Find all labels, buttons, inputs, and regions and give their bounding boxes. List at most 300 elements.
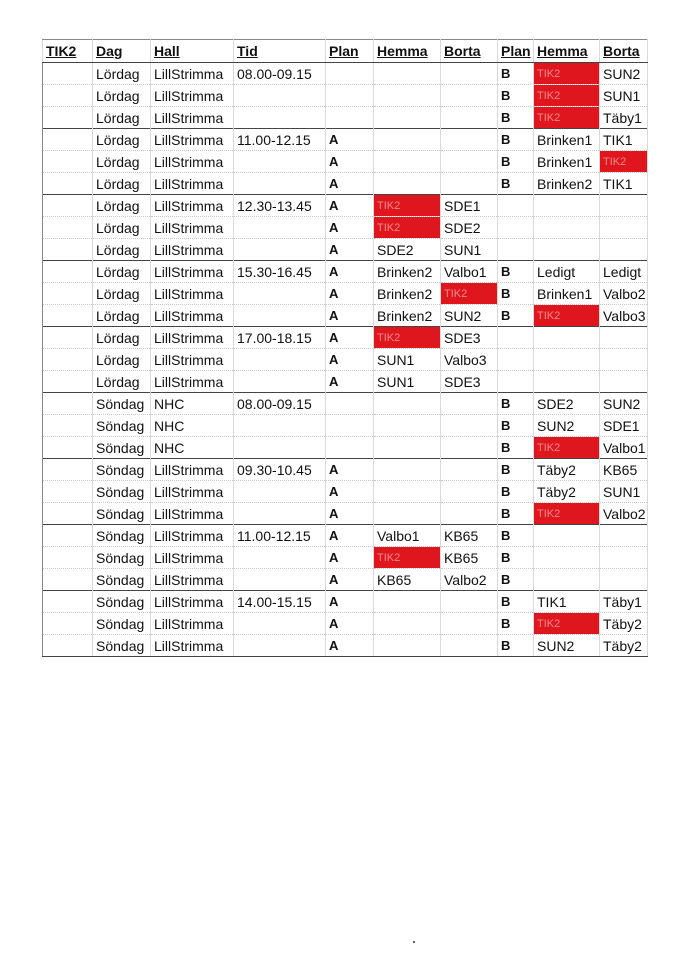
dag-cell: Lördag bbox=[93, 63, 151, 85]
borta-a-cell: SDE3 bbox=[441, 327, 498, 349]
team-cell bbox=[43, 547, 93, 569]
borta-b-cell: SUN2 bbox=[600, 393, 648, 415]
team-cell bbox=[43, 569, 93, 591]
dag-cell: Lördag bbox=[93, 107, 151, 129]
header-dag: Dag bbox=[93, 40, 151, 63]
team-cell bbox=[43, 503, 93, 525]
plan-b-cell: B bbox=[498, 569, 534, 591]
header-borta-a: Borta bbox=[441, 40, 498, 63]
plan-b-cell bbox=[498, 217, 534, 239]
team-cell bbox=[43, 393, 93, 415]
schedule-body bbox=[43, 63, 648, 657]
table-row bbox=[43, 63, 648, 85]
header-hall: Hall bbox=[151, 40, 234, 63]
tid-cell bbox=[234, 569, 326, 591]
dag-cell: Söndag bbox=[93, 503, 151, 525]
borta-b-cell: Täby2 bbox=[600, 613, 648, 635]
hemma-a-cell: TIK2 bbox=[374, 217, 441, 239]
borta-b-cell: Valbo3 bbox=[600, 305, 648, 327]
borta-b-cell bbox=[600, 349, 648, 371]
hall-cell: LillStrimma bbox=[151, 459, 234, 481]
team-cell bbox=[43, 481, 93, 503]
hall-cell: LillStrimma bbox=[151, 151, 234, 173]
table-row bbox=[43, 129, 648, 151]
hemma-b-cell: TIK2 bbox=[534, 613, 600, 635]
plan-a-cell bbox=[326, 63, 374, 85]
borta-b-cell: Valbo2 bbox=[600, 503, 648, 525]
borta-a-cell bbox=[441, 591, 498, 613]
tid-cell bbox=[234, 437, 326, 459]
plan-a-cell: A bbox=[326, 481, 374, 503]
hall-cell: LillStrimma bbox=[151, 525, 234, 547]
plan-b-cell: B bbox=[498, 151, 534, 173]
hemma-b-cell: SUN2 bbox=[534, 415, 600, 437]
hemma-a-cell: TIK2 bbox=[374, 195, 441, 217]
borta-a-cell bbox=[441, 63, 498, 85]
plan-b-cell: B bbox=[498, 591, 534, 613]
table-row bbox=[43, 525, 648, 547]
hemma-b-cell: TIK2 bbox=[534, 63, 600, 85]
borta-a-cell bbox=[441, 503, 498, 525]
header-hemma-b: Hemma bbox=[534, 40, 600, 63]
borta-b-cell: TIK1 bbox=[600, 129, 648, 151]
hall-cell: LillStrimma bbox=[151, 217, 234, 239]
tid-cell bbox=[234, 239, 326, 261]
dag-cell: Lördag bbox=[93, 173, 151, 195]
plan-a-cell: A bbox=[326, 525, 374, 547]
table-row bbox=[43, 569, 648, 591]
team-cell bbox=[43, 151, 93, 173]
hall-cell: LillStrimma bbox=[151, 503, 234, 525]
tid-cell bbox=[234, 283, 326, 305]
table-row bbox=[43, 107, 648, 129]
table-row bbox=[43, 85, 648, 107]
table-row bbox=[43, 283, 648, 305]
dag-cell: Söndag bbox=[93, 437, 151, 459]
hall-cell: LillStrimma bbox=[151, 63, 234, 85]
hall-cell: LillStrimma bbox=[151, 195, 234, 217]
tid-cell bbox=[234, 371, 326, 393]
plan-a-cell bbox=[326, 437, 374, 459]
tid-cell: 17.00-18.15 bbox=[234, 327, 326, 349]
team-cell bbox=[43, 129, 93, 151]
tid-cell bbox=[234, 305, 326, 327]
borta-a-cell bbox=[441, 107, 498, 129]
hemma-a-cell: KB65 bbox=[374, 569, 441, 591]
header-plan-a: Plan bbox=[326, 40, 374, 63]
tid-cell bbox=[234, 503, 326, 525]
plan-a-cell: A bbox=[326, 503, 374, 525]
hall-cell: LillStrimma bbox=[151, 349, 234, 371]
hemma-b-cell bbox=[534, 525, 600, 547]
plan-a-cell: A bbox=[326, 151, 374, 173]
plan-b-cell: B bbox=[498, 437, 534, 459]
team-cell bbox=[43, 217, 93, 239]
borta-a-cell bbox=[441, 437, 498, 459]
borta-a-cell bbox=[441, 415, 498, 437]
team-cell bbox=[43, 415, 93, 437]
tid-cell bbox=[234, 613, 326, 635]
hemma-a-cell: Brinken2 bbox=[374, 261, 441, 283]
plan-b-cell: B bbox=[498, 547, 534, 569]
hemma-a-cell bbox=[374, 63, 441, 85]
borta-b-cell bbox=[600, 569, 648, 591]
plan-a-cell bbox=[326, 393, 374, 415]
hemma-b-cell: TIK2 bbox=[534, 503, 600, 525]
dag-cell: Lördag bbox=[93, 261, 151, 283]
plan-a-cell bbox=[326, 107, 374, 129]
plan-b-cell: B bbox=[498, 63, 534, 85]
schedule-table bbox=[42, 39, 648, 657]
hall-cell: LillStrimma bbox=[151, 635, 234, 657]
borta-b-cell: Valbo2 bbox=[600, 283, 648, 305]
plan-a-cell: A bbox=[326, 371, 374, 393]
borta-b-cell: KB65 bbox=[600, 459, 648, 481]
team-cell bbox=[43, 239, 93, 261]
hemma-a-cell: TIK2 bbox=[374, 547, 441, 569]
dag-cell: Lördag bbox=[93, 151, 151, 173]
plan-b-cell: B bbox=[498, 305, 534, 327]
hemma-b-cell bbox=[534, 371, 600, 393]
team-cell bbox=[43, 173, 93, 195]
team-cell bbox=[43, 261, 93, 283]
tid-cell: 15.30-16.45 bbox=[234, 261, 326, 283]
hall-cell: LillStrimma bbox=[151, 481, 234, 503]
plan-b-cell: B bbox=[498, 283, 534, 305]
borta-a-cell bbox=[441, 173, 498, 195]
plan-b-cell: B bbox=[498, 613, 534, 635]
hall-cell: LillStrimma bbox=[151, 327, 234, 349]
hemma-b-cell: TIK2 bbox=[534, 305, 600, 327]
tid-cell: 09.30-10.45 bbox=[234, 459, 326, 481]
borta-b-cell: SDE1 bbox=[600, 415, 648, 437]
borta-a-cell bbox=[441, 129, 498, 151]
borta-a-cell bbox=[441, 481, 498, 503]
tid-cell bbox=[234, 481, 326, 503]
dag-cell: Lördag bbox=[93, 195, 151, 217]
hemma-b-cell: Täby2 bbox=[534, 459, 600, 481]
borta-b-cell bbox=[600, 327, 648, 349]
dag-cell: Lördag bbox=[93, 349, 151, 371]
table-row bbox=[43, 393, 648, 415]
team-cell bbox=[43, 63, 93, 85]
plan-b-cell: B bbox=[498, 525, 534, 547]
borta-b-cell: Täby1 bbox=[600, 107, 648, 129]
borta-b-cell bbox=[600, 239, 648, 261]
plan-b-cell: B bbox=[498, 107, 534, 129]
borta-a-cell: SUN1 bbox=[441, 239, 498, 261]
hall-cell: LillStrimma bbox=[151, 591, 234, 613]
hemma-a-cell: Brinken2 bbox=[374, 283, 441, 305]
borta-a-cell bbox=[441, 613, 498, 635]
plan-a-cell: A bbox=[326, 349, 374, 371]
table-row bbox=[43, 349, 648, 371]
header-hemma-a: Hemma bbox=[374, 40, 441, 63]
dag-cell: Söndag bbox=[93, 525, 151, 547]
plan-a-cell: A bbox=[326, 547, 374, 569]
borta-a-cell bbox=[441, 151, 498, 173]
plan-b-cell bbox=[498, 239, 534, 261]
borta-b-cell bbox=[600, 547, 648, 569]
hemma-a-cell bbox=[374, 437, 441, 459]
borta-b-cell: SUN1 bbox=[600, 85, 648, 107]
hemma-a-cell bbox=[374, 591, 441, 613]
plan-b-cell: B bbox=[498, 481, 534, 503]
dag-cell: Lördag bbox=[93, 305, 151, 327]
table-row bbox=[43, 503, 648, 525]
plan-a-cell: A bbox=[326, 261, 374, 283]
plan-b-cell: B bbox=[498, 415, 534, 437]
borta-a-cell: SDE1 bbox=[441, 195, 498, 217]
hemma-b-cell: Brinken1 bbox=[534, 283, 600, 305]
hemma-b-cell: Täby2 bbox=[534, 481, 600, 503]
hall-cell: LillStrimma bbox=[151, 371, 234, 393]
hemma-a-cell bbox=[374, 503, 441, 525]
table-row bbox=[43, 239, 648, 261]
hemma-b-cell bbox=[534, 239, 600, 261]
borta-b-cell: Ledigt bbox=[600, 261, 648, 283]
hall-cell: LillStrimma bbox=[151, 547, 234, 569]
hemma-a-cell bbox=[374, 85, 441, 107]
hemma-b-cell bbox=[534, 327, 600, 349]
hemma-b-cell: Brinken1 bbox=[534, 151, 600, 173]
hemma-b-cell bbox=[534, 547, 600, 569]
dag-cell: Söndag bbox=[93, 415, 151, 437]
team-cell bbox=[43, 85, 93, 107]
plan-a-cell: A bbox=[326, 217, 374, 239]
borta-a-cell: Valbo1 bbox=[441, 261, 498, 283]
dag-cell: Lördag bbox=[93, 129, 151, 151]
hall-cell: NHC bbox=[151, 415, 234, 437]
dag-cell: Lördag bbox=[93, 327, 151, 349]
team-cell bbox=[43, 635, 93, 657]
hemma-b-cell: TIK2 bbox=[534, 85, 600, 107]
table-row bbox=[43, 173, 648, 195]
tid-cell bbox=[234, 635, 326, 657]
plan-b-cell: B bbox=[498, 459, 534, 481]
hemma-a-cell: SDE2 bbox=[374, 239, 441, 261]
plan-a-cell: A bbox=[326, 591, 374, 613]
hall-cell: LillStrimma bbox=[151, 261, 234, 283]
hemma-b-cell bbox=[534, 569, 600, 591]
scan-speck bbox=[413, 941, 415, 943]
table-row bbox=[43, 613, 648, 635]
hemma-b-cell: SDE2 bbox=[534, 393, 600, 415]
table-row bbox=[43, 481, 648, 503]
plan-b-cell bbox=[498, 349, 534, 371]
borta-a-cell bbox=[441, 459, 498, 481]
tid-cell: 08.00-09.15 bbox=[234, 63, 326, 85]
tid-cell bbox=[234, 151, 326, 173]
plan-b-cell bbox=[498, 327, 534, 349]
team-cell bbox=[43, 305, 93, 327]
plan-a-cell bbox=[326, 85, 374, 107]
hemma-a-cell bbox=[374, 415, 441, 437]
borta-a-cell bbox=[441, 635, 498, 657]
borta-a-cell: Valbo3 bbox=[441, 349, 498, 371]
hemma-a-cell: SUN1 bbox=[374, 349, 441, 371]
hemma-a-cell bbox=[374, 173, 441, 195]
plan-b-cell: B bbox=[498, 129, 534, 151]
header-tid: Tid bbox=[234, 40, 326, 63]
team-cell bbox=[43, 371, 93, 393]
hemma-a-cell bbox=[374, 459, 441, 481]
borta-b-cell: Täby1 bbox=[600, 591, 648, 613]
table-row bbox=[43, 635, 648, 657]
hall-cell: LillStrimma bbox=[151, 129, 234, 151]
dag-cell: Söndag bbox=[93, 569, 151, 591]
plan-a-cell: A bbox=[326, 129, 374, 151]
tid-cell bbox=[234, 173, 326, 195]
borta-a-cell: Valbo2 bbox=[441, 569, 498, 591]
plan-b-cell: B bbox=[498, 173, 534, 195]
borta-b-cell bbox=[600, 195, 648, 217]
tid-cell bbox=[234, 547, 326, 569]
borta-a-cell bbox=[441, 393, 498, 415]
tid-cell bbox=[234, 107, 326, 129]
hemma-a-cell bbox=[374, 393, 441, 415]
table-row bbox=[43, 415, 648, 437]
dag-cell: Söndag bbox=[93, 459, 151, 481]
table-row bbox=[43, 261, 648, 283]
tid-cell: 08.00-09.15 bbox=[234, 393, 326, 415]
plan-b-cell bbox=[498, 371, 534, 393]
hemma-a-cell: TIK2 bbox=[374, 327, 441, 349]
plan-a-cell: A bbox=[326, 173, 374, 195]
team-cell bbox=[43, 525, 93, 547]
hemma-b-cell bbox=[534, 349, 600, 371]
borta-a-cell: TIK2 bbox=[441, 283, 498, 305]
dag-cell: Lördag bbox=[93, 371, 151, 393]
hall-cell: NHC bbox=[151, 437, 234, 459]
tid-cell bbox=[234, 217, 326, 239]
table-row bbox=[43, 591, 648, 613]
hemma-a-cell bbox=[374, 481, 441, 503]
borta-b-cell bbox=[600, 371, 648, 393]
dag-cell: Söndag bbox=[93, 635, 151, 657]
dag-cell: Lördag bbox=[93, 283, 151, 305]
borta-a-cell bbox=[441, 85, 498, 107]
dag-cell: Söndag bbox=[93, 393, 151, 415]
hemma-b-cell: TIK1 bbox=[534, 591, 600, 613]
borta-a-cell: KB65 bbox=[441, 547, 498, 569]
borta-b-cell: TIK1 bbox=[600, 173, 648, 195]
plan-a-cell: A bbox=[326, 239, 374, 261]
borta-b-cell: SUN2 bbox=[600, 63, 648, 85]
hemma-a-cell: SUN1 bbox=[374, 371, 441, 393]
borta-b-cell: SUN1 bbox=[600, 481, 648, 503]
hall-cell: LillStrimma bbox=[151, 85, 234, 107]
hall-cell: LillStrimma bbox=[151, 305, 234, 327]
hemma-a-cell bbox=[374, 107, 441, 129]
plan-b-cell bbox=[498, 195, 534, 217]
plan-a-cell: A bbox=[326, 305, 374, 327]
hall-cell: LillStrimma bbox=[151, 569, 234, 591]
plan-a-cell: A bbox=[326, 459, 374, 481]
team-cell bbox=[43, 283, 93, 305]
table-row bbox=[43, 151, 648, 173]
tid-cell: 12.30-13.45 bbox=[234, 195, 326, 217]
tid-cell: 11.00-12.15 bbox=[234, 525, 326, 547]
plan-a-cell: A bbox=[326, 569, 374, 591]
hemma-b-cell: Brinken1 bbox=[534, 129, 600, 151]
team-cell bbox=[43, 613, 93, 635]
plan-a-cell: A bbox=[326, 635, 374, 657]
plan-b-cell: B bbox=[498, 393, 534, 415]
dag-cell: Söndag bbox=[93, 481, 151, 503]
hemma-a-cell bbox=[374, 613, 441, 635]
header-team: TIK2 bbox=[43, 40, 93, 63]
tid-cell: 14.00-15.15 bbox=[234, 591, 326, 613]
table-row bbox=[43, 195, 648, 217]
hemma-b-cell: Brinken2 bbox=[534, 173, 600, 195]
team-cell bbox=[43, 349, 93, 371]
table-row bbox=[43, 547, 648, 569]
plan-a-cell: A bbox=[326, 613, 374, 635]
borta-b-cell: Täby2 bbox=[600, 635, 648, 657]
plan-b-cell: B bbox=[498, 635, 534, 657]
borta-b-cell bbox=[600, 217, 648, 239]
plan-b-cell: B bbox=[498, 85, 534, 107]
dag-cell: Söndag bbox=[93, 547, 151, 569]
team-cell bbox=[43, 437, 93, 459]
hemma-b-cell: SUN2 bbox=[534, 635, 600, 657]
dag-cell: Lördag bbox=[93, 217, 151, 239]
hall-cell: LillStrimma bbox=[151, 613, 234, 635]
hemma-b-cell: TIK2 bbox=[534, 437, 600, 459]
hemma-b-cell: TIK2 bbox=[534, 107, 600, 129]
borta-a-cell: SUN2 bbox=[441, 305, 498, 327]
tid-cell bbox=[234, 415, 326, 437]
tid-cell bbox=[234, 349, 326, 371]
dag-cell: Lördag bbox=[93, 239, 151, 261]
hall-cell: LillStrimma bbox=[151, 173, 234, 195]
tid-cell: 11.00-12.15 bbox=[234, 129, 326, 151]
hemma-b-cell bbox=[534, 217, 600, 239]
borta-b-cell: Valbo1 bbox=[600, 437, 648, 459]
table-row bbox=[43, 371, 648, 393]
hall-cell: LillStrimma bbox=[151, 239, 234, 261]
hall-cell: LillStrimma bbox=[151, 283, 234, 305]
hemma-a-cell bbox=[374, 635, 441, 657]
plan-a-cell: A bbox=[326, 327, 374, 349]
borta-a-cell: SDE2 bbox=[441, 217, 498, 239]
team-cell bbox=[43, 195, 93, 217]
hall-cell: NHC bbox=[151, 393, 234, 415]
dag-cell: Lördag bbox=[93, 85, 151, 107]
dag-cell: Söndag bbox=[93, 591, 151, 613]
table-row bbox=[43, 459, 648, 481]
plan-a-cell bbox=[326, 415, 374, 437]
header-borta-b: Borta bbox=[600, 40, 648, 63]
table-row bbox=[43, 437, 648, 459]
hall-cell: LillStrimma bbox=[151, 107, 234, 129]
borta-b-cell: TIK2 bbox=[600, 151, 648, 173]
team-cell bbox=[43, 459, 93, 481]
borta-b-cell bbox=[600, 525, 648, 547]
table-row bbox=[43, 305, 648, 327]
team-cell bbox=[43, 327, 93, 349]
table-row bbox=[43, 217, 648, 239]
hemma-a-cell: Valbo1 bbox=[374, 525, 441, 547]
plan-b-cell: B bbox=[498, 503, 534, 525]
table-row bbox=[43, 327, 648, 349]
header-plan-b: Plan bbox=[498, 40, 534, 63]
hemma-b-cell bbox=[534, 195, 600, 217]
borta-a-cell: SDE3 bbox=[441, 371, 498, 393]
hemma-a-cell bbox=[374, 151, 441, 173]
plan-a-cell: A bbox=[326, 283, 374, 305]
